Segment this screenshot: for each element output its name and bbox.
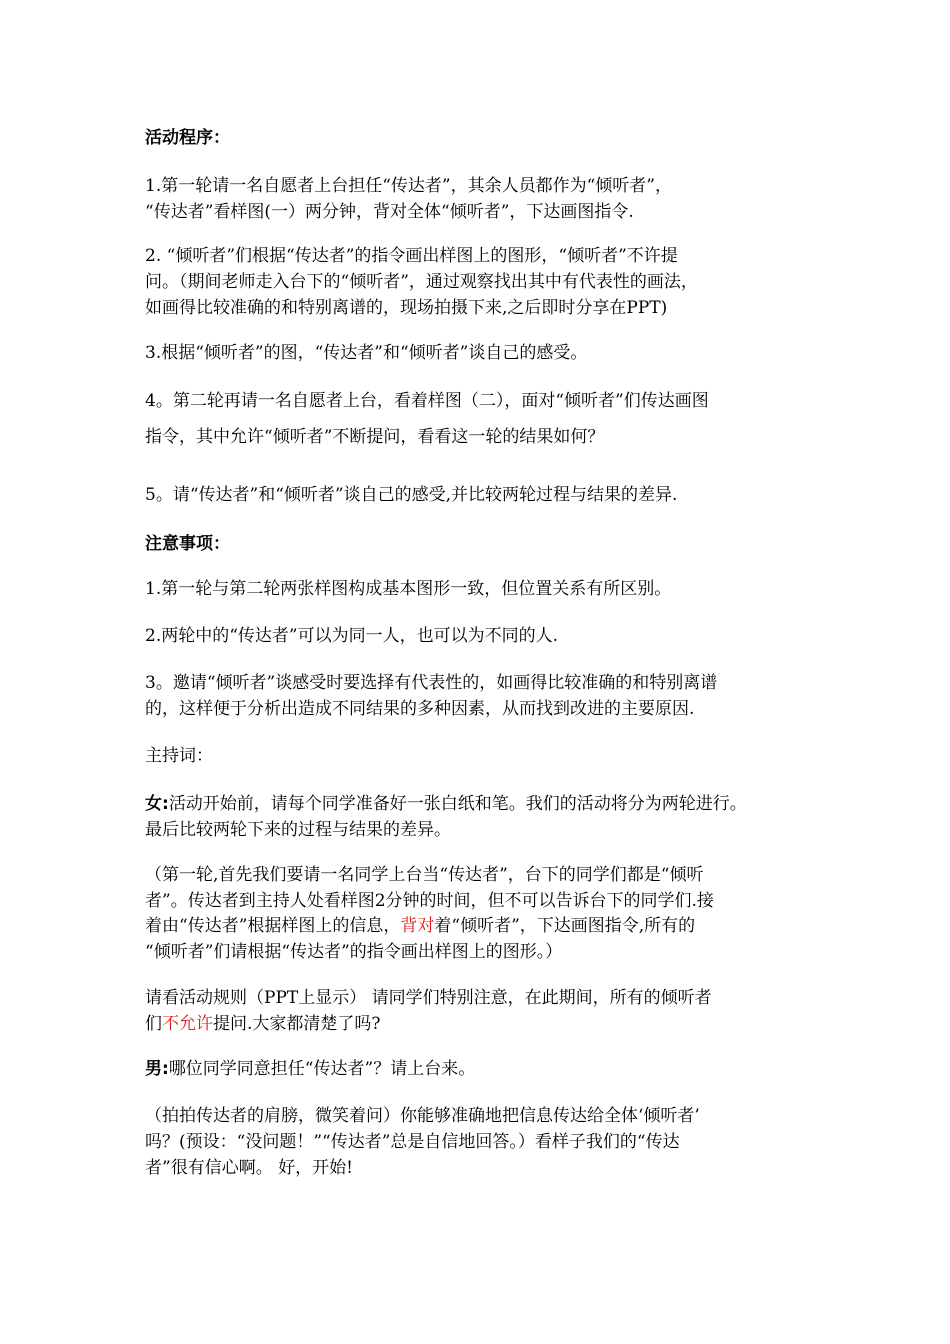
- male-line: [145, 1057, 475, 1081]
- paren-line-2: 者”。传达者到主持人处看样图2分钟的时间，但不可以告诉台下的同学们.接: [145, 891, 714, 911]
- step-5: 5。请“传达者”和“倾听者”谈自己的感受,并比较两轮过程与结果的差异.: [145, 485, 678, 505]
- female-speaker: 女:: [145, 794, 169, 814]
- activity-heading: 活动程序：: [145, 128, 230, 148]
- note-1: 1.第一轮与第二轮两张样图构成基本图形一致，但位置关系有所区别。: [145, 579, 672, 599]
- final-line-2: 吗？(预设：“没问题！”“传达者”总是自信地回答。）看样子我们的“传达: [145, 1132, 680, 1152]
- paren-3a: 着由“传达者”根据样图上的信息，: [145, 916, 401, 936]
- step-1-line-1: 1.第一轮请一名自愿者上台担任“传达者”，其余人员都作为“倾听者”，: [145, 176, 672, 196]
- notes-heading: 注意事项：: [145, 534, 230, 554]
- female-line-2: 最后比较两轮下来的过程与结果的差异。: [145, 820, 451, 840]
- paren-line-4: “倾听者”们请根据“传达者”的指令画出样图上的图形。）: [145, 942, 563, 962]
- host-heading: 主持词：: [145, 746, 213, 766]
- paren-line-1: （第一轮,首先我们要请一名同学上台当“传达者”，台下的同学们都是“倾听: [145, 865, 704, 885]
- step-4-line-1: 4。第二轮再请一名自愿者上台，看着样图（二），面对“倾听者”们传达画图: [145, 391, 709, 411]
- highlight-beidui: 背对: [400, 916, 435, 936]
- final-line-3: 者”很有信心啊。 好，开始!: [145, 1158, 353, 1178]
- rules-2b: 提问.大家都清楚了吗?: [213, 1014, 381, 1034]
- paren-line-3: [145, 914, 695, 938]
- rules-line-2: [145, 1012, 381, 1036]
- female-line-1: [145, 792, 747, 816]
- step-2-line-1: 2. “倾听者”们根据“传达者”的指令画出样图上的图形，“倾听者”不许提: [145, 246, 678, 266]
- rules-line-1: 请看活动规则（PPT上显示） 请同学们特别注意，在此期间，所有的倾听者: [145, 988, 712, 1008]
- step-2-line-2: 问。（期间老师走入台下的“倾听者”，通过观察找出其中有代表性的画法，: [145, 272, 698, 292]
- highlight-buyunxu: 不允许: [162, 1014, 213, 1034]
- step-1-line-2: “传达者”看样图(一）两分钟，背对全体“倾听者”，下达画图指令.: [145, 202, 634, 222]
- note-2: 2.两轮中的“传达者”可以为同一人，也可以为不同的人.: [145, 626, 559, 646]
- step-2-line-3: 如画得比较准确的和特别离谱的，现场拍摄下来,之后即时分享在PPT): [145, 298, 668, 318]
- paren-3b: 着“倾听者”，下达画图指令,所有的: [434, 916, 696, 936]
- step-3: 3.根据“倾听者”的图，“传达者”和“倾听者”谈自己的感受。: [145, 343, 588, 363]
- male-text: 哪位同学同意担任“传达者”？请上台来。: [168, 1059, 476, 1079]
- female-text-1: 活动开始前，请每个同学准备好一张白纸和笔。我们的活动将分为两轮进行。: [168, 794, 747, 814]
- final-line-1: （拍拍传达者的肩膀，微笑着问）你能够准确地把信息传达给全体‘倾听者’: [145, 1106, 700, 1126]
- note-3-line-1: 3。邀请“倾听者”谈感受时要选择有代表性的，如画得比较准确的和特别离谱: [145, 673, 718, 693]
- male-speaker: 男:: [145, 1059, 169, 1079]
- note-3-line-2: 的，这样便于分析出造成不同结果的多种因素，从而找到改进的主要原因.: [145, 699, 695, 719]
- step-4-line-2: 指令，其中允许“倾听者”不断提问，看看这一轮的结果如何？: [145, 427, 605, 447]
- rules-2a: 们: [145, 1014, 162, 1034]
